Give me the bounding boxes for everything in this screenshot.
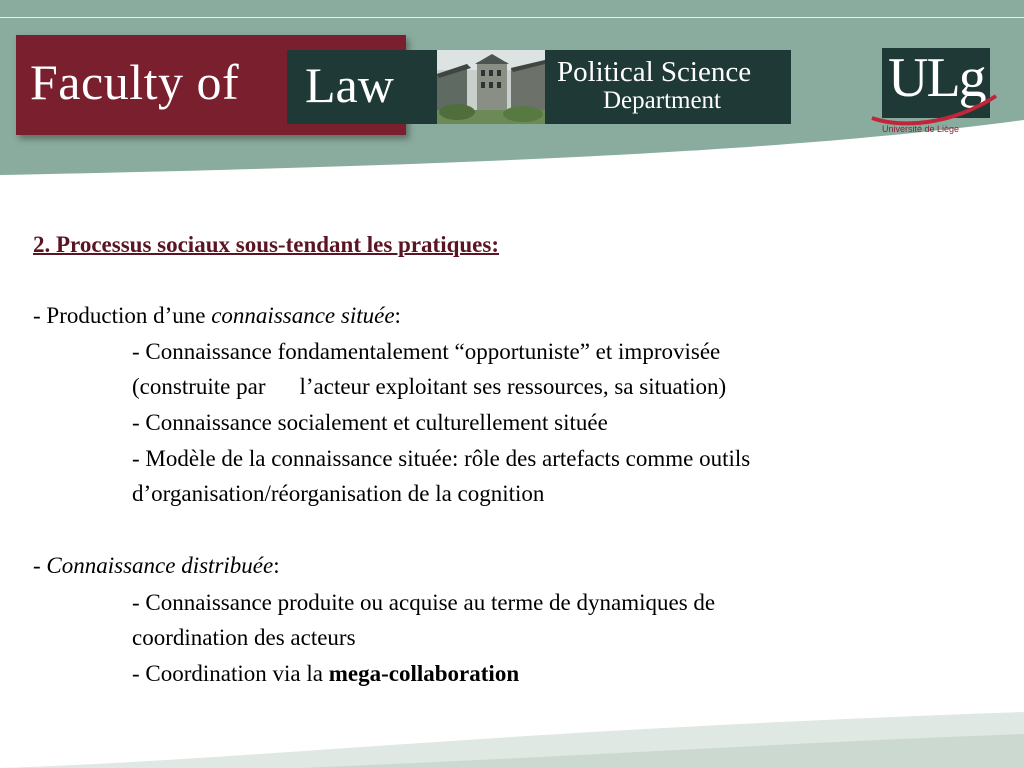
ulg-swoosh-icon — [870, 88, 1000, 128]
bullet-situated-model: - Modèle de la connaissance située: rôle des artefacts comme outils — [132, 446, 751, 471]
campus-photo — [437, 50, 545, 124]
bullet-opportunistic-continued — [132, 373, 726, 401]
political-science-text: Political Science — [557, 56, 752, 88]
department-text: Department — [603, 87, 722, 114]
law-banner — [287, 50, 437, 124]
section-1-term: connaissance située — [211, 303, 395, 328]
bullet-situated-model-continued: d’organisation/réorganisation de la cognition — [132, 481, 545, 506]
bullet-mega-collaboration-prefix: - Coordination via la — [132, 661, 329, 686]
section-situated-knowledge — [33, 302, 401, 330]
bullet-produced-knowledge-continued: coordination des acteurs — [132, 625, 356, 650]
department-banner — [545, 50, 791, 124]
section-2-colon: : — [273, 553, 280, 578]
slide-heading: 2. Processus sociaux sous-tendant les pratiques: — [33, 232, 499, 257]
ulg-logo — [882, 47, 990, 134]
section-2-prefix: - — [33, 553, 47, 578]
bullet-mega-collaboration — [132, 660, 519, 688]
header-divider — [0, 17, 1024, 18]
mega-collaboration-term: mega-collaboration — [328, 661, 520, 686]
section-1-prefix: - Production d’une — [33, 303, 212, 328]
bullet-produced-knowledge: - Connaissance produite ou acquise au terme de dynamiques de — [132, 590, 716, 615]
bullet-opportunistic: - Connaissance fondamentalement “opportuniste” et improvisée — [132, 339, 721, 364]
ulg-logo-text: ULg — [888, 47, 985, 109]
footer-curve — [0, 700, 1024, 768]
bullet-opportunistic-cont-a: (construite par — [132, 374, 266, 399]
section-2-term: Connaissance distribuée — [46, 553, 274, 578]
university-subtitle: Université de Liège — [882, 124, 960, 134]
faculty-text: Faculty of — [30, 54, 240, 110]
bullet-opportunistic-cont-b: l’acteur exploitant ses ressources, sa situation) — [299, 374, 727, 399]
law-text: Law — [305, 57, 394, 113]
bullet-socially-situated: - Connaissance socialement et culturellement située — [132, 410, 608, 435]
section-1-colon: : — [394, 303, 401, 328]
section-distributed-knowledge — [33, 552, 280, 580]
